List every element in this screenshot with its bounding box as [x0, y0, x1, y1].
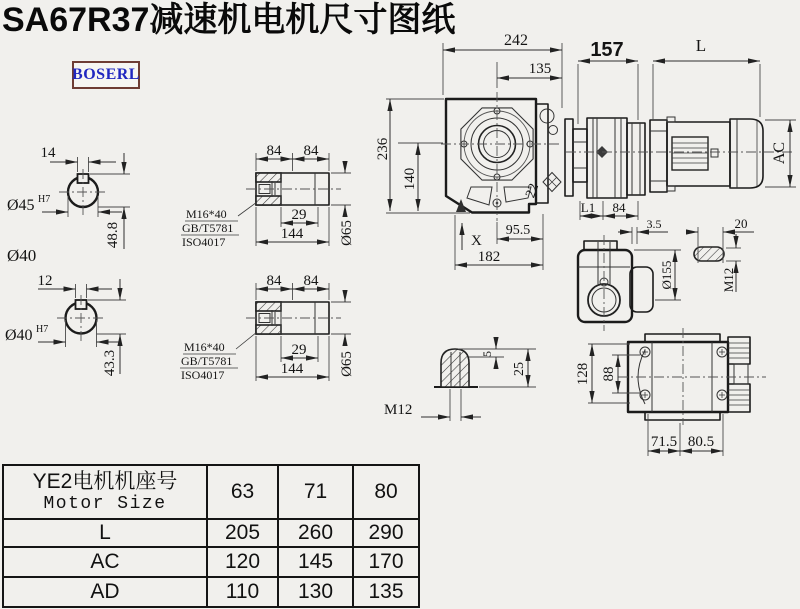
- dim-95-5: [497, 214, 543, 244]
- AD-80: 135: [353, 577, 419, 607]
- dim-140-label: 140: [402, 167, 418, 191]
- dim-140: [398, 143, 443, 211]
- gearbox-front-view: [375, 32, 562, 270]
- shaft-section-45: [7, 145, 130, 265]
- dim-AC: [765, 120, 796, 187]
- dim-14-label: 14: [40, 145, 56, 161]
- row-label-L: L: [3, 519, 207, 547]
- torque-arm-boss: [630, 267, 653, 312]
- bolt-std1-label: GB/T5781: [182, 221, 234, 235]
- dim-25-label: 25: [512, 362, 527, 376]
- dim-dia65-label: Ø65: [339, 351, 355, 377]
- AC-63: 120: [207, 547, 278, 577]
- dim-157-label: 157: [590, 39, 624, 61]
- bolt-spec-label: M16*40: [186, 207, 227, 221]
- page-title: SA67R37减速机电机尺寸图纸: [2, 1, 456, 39]
- dim-157: [578, 39, 638, 124]
- brand-logo-text: BOSERL: [72, 66, 140, 83]
- dim-20-label: 20: [734, 216, 748, 231]
- dim-keyway-14: [41, 145, 117, 172]
- fan-cover: [730, 119, 763, 188]
- dim-L-label: L: [695, 36, 707, 55]
- dim-242-label: 242: [504, 32, 528, 49]
- motor-body: [667, 122, 730, 186]
- key-slot-detail: [686, 216, 754, 292]
- adapter-plate: [565, 119, 573, 196]
- dim-L1-label: L1: [580, 200, 596, 215]
- dim-dia65: [331, 161, 355, 246]
- dim-3-5-label: 3.5: [646, 217, 662, 231]
- dim-L1-84: [580, 200, 638, 220]
- motor-assembly-view: [565, 36, 796, 220]
- bolt-spec-label: M16*40: [184, 340, 225, 354]
- dim-29: [281, 336, 318, 362]
- dim-84-84: [256, 273, 329, 300]
- mounting-holes: [640, 347, 727, 400]
- bolt-std1-label: GB/T5781: [181, 354, 233, 368]
- drain-valve: [456, 199, 466, 212]
- table-row: [3, 519, 419, 547]
- table-row: [3, 577, 419, 607]
- datum-x-marker: [462, 223, 482, 250]
- size-80-cell: 80: [353, 465, 419, 519]
- dim-L: [653, 36, 760, 120]
- dim-80-5-label: 80.5: [687, 434, 715, 450]
- dim-144-label: 144: [280, 361, 304, 377]
- row-label-AD: AD: [3, 577, 207, 607]
- dim-keyway-12: [38, 273, 113, 298]
- terminal-box: [672, 137, 708, 170]
- motor-size-header-cell: [3, 465, 207, 519]
- AD-71: 130: [278, 577, 353, 607]
- dim-71-5-label: 71.5: [650, 434, 678, 450]
- dim-84-84: [256, 143, 329, 171]
- bolt-std2-label: ISO4017: [182, 235, 226, 249]
- AC-71: 145: [278, 547, 353, 577]
- dim-182-label: 182: [477, 249, 501, 265]
- shaft-sleeve-view-2: [180, 273, 355, 382]
- dia45-tolerance: H7: [38, 194, 51, 205]
- dim-236: [375, 99, 470, 213]
- dia45-label: Ø45: [7, 197, 35, 214]
- table-row: [3, 547, 419, 577]
- dim-M12-label: M12: [384, 402, 413, 418]
- AC-80: 170: [353, 547, 419, 577]
- size-63-cell: 63: [207, 465, 278, 519]
- dim-dia155-label: Ø155: [659, 260, 674, 290]
- key-section-detail: [384, 337, 536, 421]
- dim-236-label: 236: [375, 137, 391, 161]
- motor-size-table: [2, 464, 420, 608]
- dim-29-label: 29: [291, 207, 307, 223]
- dim-dia65-label: Ø65: [339, 220, 355, 246]
- dim-84a-label: 84: [266, 143, 282, 159]
- dim-29-label: 29: [291, 342, 307, 358]
- dim-bore-40: [5, 320, 120, 347]
- dim-M12-slot-label: M12: [721, 267, 736, 293]
- dia40-outer-label: Ø40: [7, 246, 37, 265]
- dim-29: [281, 207, 318, 227]
- dim-84b-label: 84: [303, 273, 319, 289]
- dim-3-5: [618, 217, 668, 244]
- gearbox-bottom-view: [575, 328, 766, 456]
- shaft-section-40: [5, 273, 126, 376]
- L-71: 260: [278, 519, 353, 547]
- dim-22-label: 22: [523, 181, 543, 200]
- dim-48-8-label: 48.8: [105, 221, 121, 249]
- dim-95-5-label: 95.5: [505, 223, 531, 238]
- row-label-AC: AC: [3, 547, 207, 577]
- dim-88: [601, 355, 640, 393]
- L-63: 205: [207, 519, 278, 547]
- dim-12-label: 12: [37, 273, 53, 289]
- bolt-spec-callout: [180, 332, 257, 382]
- gearbox-side-view: [578, 216, 754, 331]
- bolt-std2-label: ISO4017: [181, 368, 225, 382]
- key-bullet-shape: [441, 349, 469, 387]
- dia40-label: Ø40: [5, 327, 33, 344]
- dim-144-label: 144: [280, 226, 304, 242]
- table-header-row: [3, 465, 419, 519]
- dim-bore-45: [7, 194, 122, 217]
- dim-84-label: 84: [612, 200, 626, 215]
- dim-25: [512, 349, 528, 387]
- L-80: 290: [353, 519, 419, 547]
- AD-63: 110: [207, 577, 278, 607]
- dim-135-label: 135: [528, 61, 552, 77]
- dim-AC-label: AC: [771, 141, 788, 165]
- dim-43-3-label: 43.3: [102, 349, 118, 377]
- dim-dia155: [634, 250, 681, 300]
- dia40-tolerance: H7: [36, 324, 49, 335]
- dim-84a-label: 84: [266, 273, 282, 289]
- bolt-spec-callout: [181, 202, 257, 249]
- dim-128-label: 128: [575, 362, 591, 386]
- dim-5: [480, 337, 496, 369]
- dim-88-label: 88: [601, 366, 617, 382]
- header-cn: YE2电机机座号: [32, 469, 178, 493]
- dim-5-label: 5: [480, 351, 494, 357]
- dim-84b-label: 84: [303, 143, 319, 159]
- header-en: Motor Size: [43, 494, 167, 515]
- dim-135: [497, 61, 562, 88]
- datum-x-label: X: [471, 233, 482, 249]
- shaft-sleeve-view-1: [181, 143, 355, 249]
- size-71-cell: 71: [278, 465, 353, 519]
- dim-M12-thread: [384, 389, 481, 421]
- dim-dia65: [331, 290, 355, 377]
- key-slot: [694, 247, 724, 261]
